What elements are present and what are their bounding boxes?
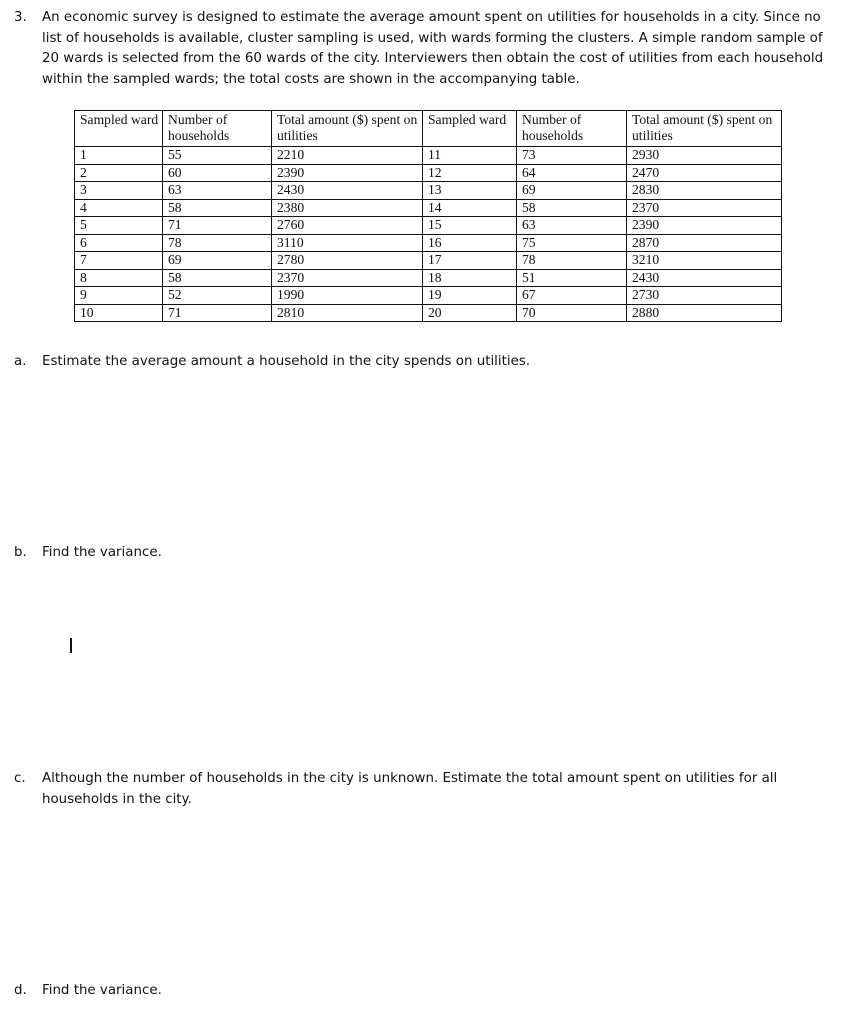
table-cell: 58 xyxy=(517,199,627,217)
table-cell: 58 xyxy=(163,199,272,217)
table-cell: 16 xyxy=(423,234,517,252)
table-cell: 67 xyxy=(517,287,627,305)
table-cell: 8 xyxy=(75,269,163,287)
table-row xyxy=(75,269,782,287)
table-cell: 14 xyxy=(423,199,517,217)
table-cell: 19 xyxy=(423,287,517,305)
table-cell: 2870 xyxy=(627,234,782,252)
part-c xyxy=(14,769,834,810)
part-text: Find the variance. xyxy=(42,545,162,560)
table-row xyxy=(75,217,782,235)
table-cell: 2370 xyxy=(272,269,423,287)
column-header: Total amount ($) spent on utilities xyxy=(627,111,782,147)
table-cell: 3 xyxy=(75,182,163,200)
table-cell: 6 xyxy=(75,234,163,252)
part-letter: d. xyxy=(14,983,27,998)
part-letter: c. xyxy=(14,771,26,786)
column-header: Sampled ward xyxy=(75,111,163,147)
table-row xyxy=(75,182,782,200)
table-cell: 7 xyxy=(75,252,163,270)
table-cell: 63 xyxy=(517,217,627,235)
part-d xyxy=(14,981,834,1002)
table-cell: 2880 xyxy=(627,304,782,322)
table-cell: 75 xyxy=(517,234,627,252)
table-cell: 2210 xyxy=(272,147,423,165)
part-a xyxy=(14,352,834,373)
table-cell: 78 xyxy=(163,234,272,252)
table-cell: 13 xyxy=(423,182,517,200)
table-cell: 18 xyxy=(423,269,517,287)
table-cell: 78 xyxy=(517,252,627,270)
question-number: 3. xyxy=(14,10,27,25)
survey-table xyxy=(74,110,782,322)
table-row xyxy=(75,287,782,305)
table-cell: 2430 xyxy=(272,182,423,200)
part-letter: b. xyxy=(14,545,27,560)
table-cell: 2760 xyxy=(272,217,423,235)
question-text: An economic survey is designed to estimate the average amount spent on utilities for households in a city. Since no list of households is available, cluster sampling is used, with wards forming the clusters. A simple random sample of 20 wards is selected from the 60 wards of the city. Interviewers then obtain the cost of utilities from each household within the sampled wards; the total costs are shown in the accompanying table. xyxy=(42,10,824,87)
table-cell: 73 xyxy=(517,147,627,165)
table-row xyxy=(75,199,782,217)
table-cell: 2830 xyxy=(627,182,782,200)
table-cell: 52 xyxy=(163,287,272,305)
table-row xyxy=(75,147,782,165)
table-cell: 2390 xyxy=(627,217,782,235)
table-header-row xyxy=(75,111,782,147)
table-row xyxy=(75,252,782,270)
table-cell: 5 xyxy=(75,217,163,235)
table-row xyxy=(75,234,782,252)
table-cell: 70 xyxy=(517,304,627,322)
table-cell: 63 xyxy=(163,182,272,200)
table-cell: 60 xyxy=(163,164,272,182)
table-cell: 1990 xyxy=(272,287,423,305)
question-3 xyxy=(14,8,834,90)
table-cell: 2380 xyxy=(272,199,423,217)
table-cell: 3110 xyxy=(272,234,423,252)
table-body xyxy=(75,147,782,322)
table-cell: 2430 xyxy=(627,269,782,287)
table-row xyxy=(75,304,782,322)
table-cell: 2 xyxy=(75,164,163,182)
part-letter: a. xyxy=(14,354,27,369)
table-cell: 17 xyxy=(423,252,517,270)
table-cell: 3210 xyxy=(627,252,782,270)
table-cell: 10 xyxy=(75,304,163,322)
table-cell: 12 xyxy=(423,164,517,182)
table-cell: 2390 xyxy=(272,164,423,182)
table-cell: 9 xyxy=(75,287,163,305)
part-text: Although the number of households in the city is unknown. Estimate the total amount spent on utilities for all households in the city. xyxy=(42,771,778,807)
table-cell: 1 xyxy=(75,147,163,165)
part-text: Find the variance. xyxy=(42,983,162,998)
table-cell: 51 xyxy=(517,269,627,287)
table-cell: 2930 xyxy=(627,147,782,165)
part-text: Estimate the average amount a household in the city spends on utilities. xyxy=(42,354,531,369)
table-cell: 20 xyxy=(423,304,517,322)
table-cell: 2780 xyxy=(272,252,423,270)
table-cell: 15 xyxy=(423,217,517,235)
table-cell: 11 xyxy=(423,147,517,165)
column-header: Number of households xyxy=(517,111,627,147)
table-cell: 71 xyxy=(163,217,272,235)
column-header: Sampled ward xyxy=(423,111,517,147)
table-row xyxy=(75,164,782,182)
column-header: Total amount ($) spent on utilities xyxy=(272,111,423,147)
table-cell: 2370 xyxy=(627,199,782,217)
table-cell: 58 xyxy=(163,269,272,287)
table-cell: 2470 xyxy=(627,164,782,182)
column-header: Number of households xyxy=(163,111,272,147)
table-cell: 71 xyxy=(163,304,272,322)
table-cell: 69 xyxy=(163,252,272,270)
table-cell: 4 xyxy=(75,199,163,217)
table-cell: 55 xyxy=(163,147,272,165)
table-cell: 2730 xyxy=(627,287,782,305)
table-cell: 69 xyxy=(517,182,627,200)
table-cell: 64 xyxy=(517,164,627,182)
text-cursor xyxy=(70,638,72,653)
part-b xyxy=(14,543,834,564)
table-cell: 2810 xyxy=(272,304,423,322)
